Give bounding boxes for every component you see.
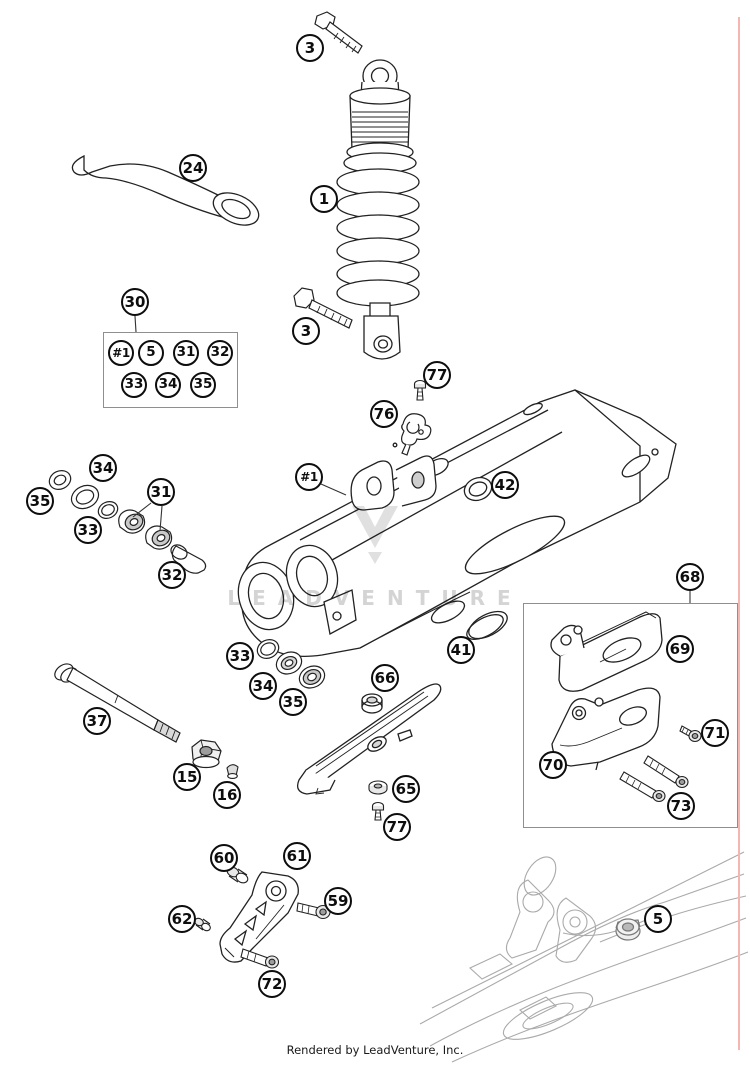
callout-41: 41 (447, 636, 475, 664)
disc-41-drawing (463, 606, 511, 644)
callout-5: 5 (138, 340, 164, 366)
cap-16-drawing (227, 765, 238, 779)
bushing-62-drawing (193, 917, 211, 932)
callout-35: 35 (279, 688, 307, 716)
callout-76: 76 (370, 400, 398, 428)
callout-24: 24 (179, 154, 207, 182)
callout-69: 69 (666, 635, 694, 663)
callout-61: 61 (283, 842, 311, 870)
callout-65: 65 (392, 775, 420, 803)
callout-35: 35 (190, 372, 216, 398)
shock-absorber-drawing (337, 60, 419, 359)
spanner-wrench-24-drawing (72, 156, 263, 232)
left-bearing-stack-drawing (46, 467, 205, 573)
clamp-76-drawing (402, 414, 431, 455)
callout-32: 32 (158, 561, 186, 589)
nut-15-drawing (192, 740, 221, 768)
callout-73: 73 (667, 792, 695, 820)
pivot-bolt-37-drawing (52, 661, 180, 742)
callout-31: 31 (147, 478, 175, 506)
callout-15: 15 (173, 763, 201, 791)
callout-3: 3 (296, 34, 324, 62)
guide-box-68-outline (523, 603, 738, 828)
nut-5-drawing (616, 919, 640, 940)
callout-33: 33 (121, 372, 147, 398)
washer-65-drawing (369, 781, 387, 794)
callout-70: 70 (539, 751, 567, 779)
callout-31: 31 (173, 340, 199, 366)
callout-34: 34 (249, 672, 277, 700)
callout-3: 3 (292, 317, 320, 345)
callout-66: 66 (371, 664, 399, 692)
callout-37: 37 (83, 707, 111, 735)
callout-71: 71 (701, 719, 729, 747)
callout-30: 30 (121, 288, 149, 316)
callout-33: 33 (74, 516, 102, 544)
leadventure-watermark-text: LEADVENTURE (227, 586, 523, 610)
callout-5: 5 (644, 905, 672, 933)
callout-68: 68 (676, 563, 704, 591)
callout-34: 34 (89, 454, 117, 482)
callout-62: 62 (168, 905, 196, 933)
callout-32: 32 (207, 340, 233, 366)
callout-35: 35 (26, 487, 54, 515)
callout-77: 77 (383, 813, 411, 841)
callout-1: 1 (310, 185, 338, 213)
bracket-61-drawing (220, 872, 298, 962)
rendered-by-credit: Rendered by LeadVenture, Inc. (286, 1043, 464, 1057)
callout-60: 60 (210, 844, 238, 872)
callout-42: 42 (491, 471, 519, 499)
callout-77: 77 (423, 361, 451, 389)
bolt-72-drawing (241, 949, 279, 968)
frame-section-drawing (420, 851, 748, 1062)
screw-77-bottom-drawing (373, 803, 384, 821)
callout-33: 33 (226, 642, 254, 670)
callout-16: 16 (213, 781, 241, 809)
callout-59: 59 (324, 887, 352, 915)
chain-slider-66-drawing (298, 684, 441, 794)
callout-1: #1 (108, 340, 134, 366)
callout-72: 72 (258, 970, 286, 998)
callout-1: #1 (295, 463, 323, 491)
page-edge-line (738, 17, 740, 1050)
callout-34: 34 (155, 372, 181, 398)
screw-77-top-drawing (415, 381, 426, 401)
